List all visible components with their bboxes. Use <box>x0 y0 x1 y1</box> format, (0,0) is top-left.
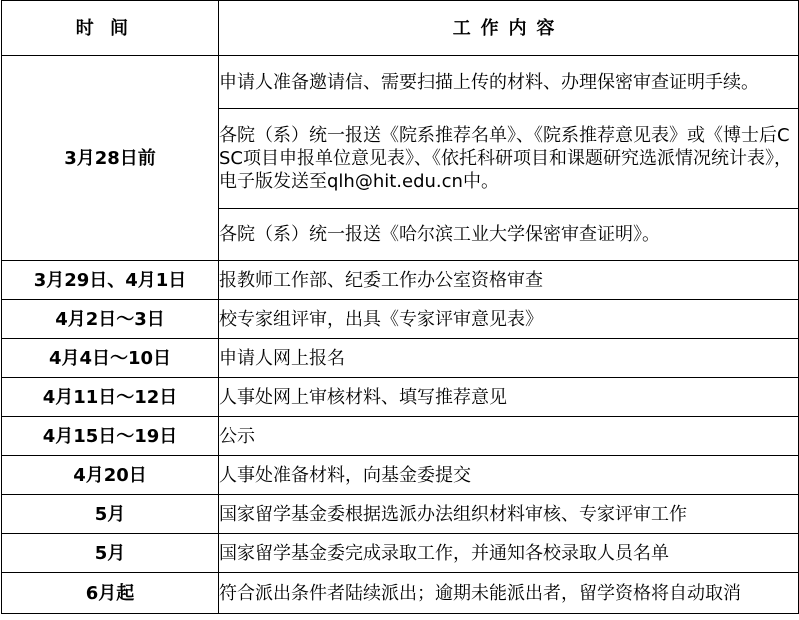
row-content: 申请人网上报名 <box>219 339 799 378</box>
row-time: 4月11日～12日 <box>2 378 219 417</box>
table-row <box>2 300 799 339</box>
table-row <box>2 456 799 495</box>
table-row <box>2 378 799 417</box>
table-row <box>2 573 799 614</box>
row-content: 国家留学基金委根据选派办法组织材料审核、专家评审工作 <box>219 495 799 534</box>
row-time: 4月20日 <box>2 456 219 495</box>
schedule-table <box>1 0 799 614</box>
row-time: 4月15日～19日 <box>2 417 219 456</box>
row-time: 3月28日前 <box>2 56 219 261</box>
header-time: 时间 <box>2 1 219 56</box>
row-content: 各院（系）统一报送《院系推荐名单》、《院系推荐意见表》或《博士后CSC项目申报单位意见表》、《依托科研项目和课题研究选派情况统计表》，电子版发送至qlh@hit.edu.cn中。 <box>219 109 799 209</box>
table-row <box>2 534 799 573</box>
row-time: 3月29日、4月1日 <box>2 261 219 300</box>
row-content: 人事处准备材料，向基金委提交 <box>219 456 799 495</box>
header-content: 工作内容 <box>219 1 799 56</box>
table-row <box>2 56 799 109</box>
row-content: 国家留学基金委完成录取工作，并通知各校录取人员名单 <box>219 534 799 573</box>
row-time: 5月 <box>2 495 219 534</box>
row-content: 申请人准备邀请信、需要扫描上传的材料、办理保密审查证明手续。 <box>219 56 799 109</box>
row-content: 符合派出条件者陆续派出；逾期未能派出者，留学资格将自动取消 <box>219 573 799 614</box>
row-time: 6月起 <box>2 573 219 614</box>
row-content: 校专家组评审，出具《专家评审意见表》 <box>219 300 799 339</box>
table-row <box>2 417 799 456</box>
row-content: 公示 <box>219 417 799 456</box>
row-time: 4月2日～3日 <box>2 300 219 339</box>
row-content: 人事处网上审核材料、填写推荐意见 <box>219 378 799 417</box>
row-content: 各院（系）统一报送《哈尔滨工业大学保密审查证明》。 <box>219 209 799 261</box>
row-time: 4月4日～10日 <box>2 339 219 378</box>
table-row <box>2 339 799 378</box>
table-row <box>2 261 799 300</box>
table-row <box>2 495 799 534</box>
row-time: 5月 <box>2 534 219 573</box>
row-content: 报教师工作部、纪委工作办公室资格审查 <box>219 261 799 300</box>
table-header-row <box>2 1 799 56</box>
